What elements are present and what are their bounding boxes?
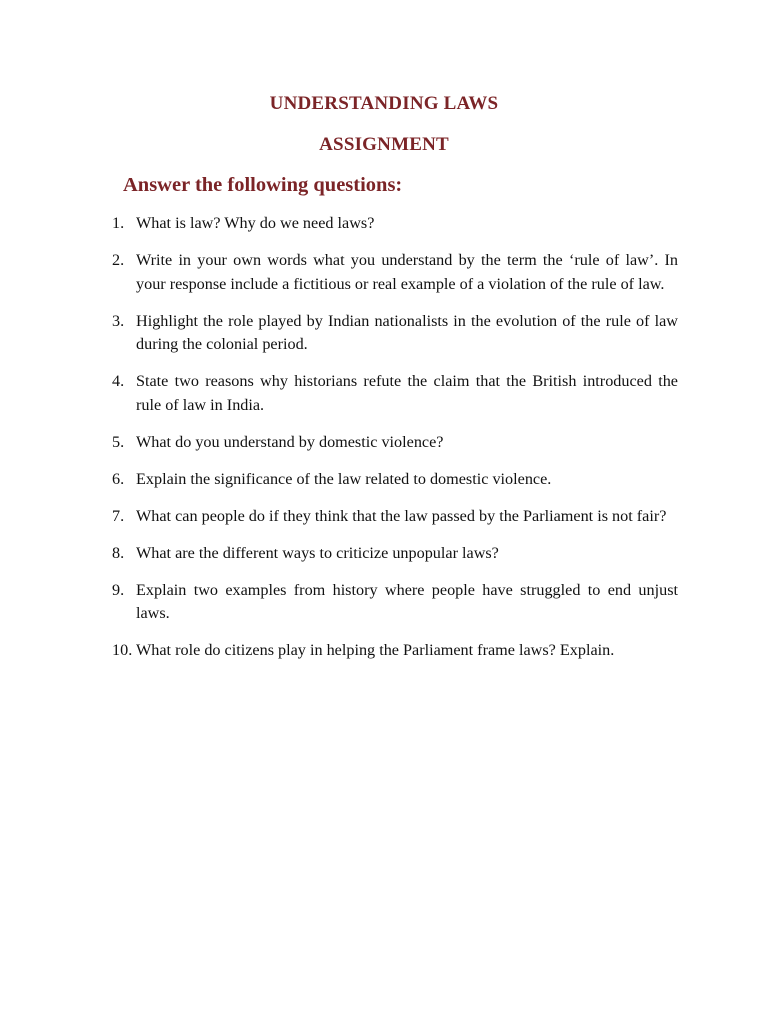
- question-text: Explain two examples from history where people have struggled to end unjust laws.: [136, 580, 678, 622]
- question-text: Highlight the role played by Indian nationalists in the evolution of the rule of law during the colonial period.: [136, 311, 678, 353]
- question-item: [112, 370, 678, 417]
- question-number: 1.: [112, 214, 125, 232]
- question-list: [112, 212, 678, 676]
- question-item: [112, 310, 678, 357]
- document-title: UNDERSTANDING LAWS: [269, 93, 499, 114]
- question-text: Explain the significance of the law related to domestic violence.: [136, 469, 552, 488]
- question-number: 10.: [112, 641, 133, 659]
- question-item: [112, 249, 678, 296]
- question-item: [112, 431, 678, 455]
- question-number: 9.: [112, 580, 125, 599]
- question-number: 2.: [112, 251, 125, 269]
- question-number: 7.: [112, 506, 125, 525]
- question-text: Write in your own words what you understand by the term the ‘rule of law’. In your response include a fictitious or real example of a violation of the rule of law.: [136, 251, 678, 293]
- question-number: 3.: [112, 311, 125, 330]
- question-text: What can people do if they think that the law passed by the Parliament is not fair?: [136, 506, 667, 525]
- question-item: [112, 505, 678, 529]
- question-item: [112, 212, 678, 236]
- question-number: 5.: [112, 432, 125, 451]
- question-number: 4.: [112, 372, 125, 390]
- question-number: 6.: [112, 469, 125, 488]
- question-text: What do you understand by domestic violence?: [136, 432, 444, 451]
- question-number: 8.: [112, 543, 125, 562]
- question-text: State two reasons why historians refute the claim that the British introduced the rule of law in India.: [136, 372, 678, 414]
- question-text: What role do citizens play in helping the Parliament frame laws? Explain.: [136, 641, 615, 659]
- question-item: [112, 468, 678, 492]
- instruction-heading: Answer the following questions:: [123, 174, 403, 196]
- question-text: What is law? Why do we need laws?: [136, 214, 375, 232]
- question-item: [112, 579, 678, 626]
- question-text: What are the different ways to criticize unpopular laws?: [136, 543, 499, 562]
- document-subtitle: ASSIGNMENT: [319, 134, 449, 155]
- question-item: [112, 639, 678, 663]
- question-item: [112, 542, 678, 566]
